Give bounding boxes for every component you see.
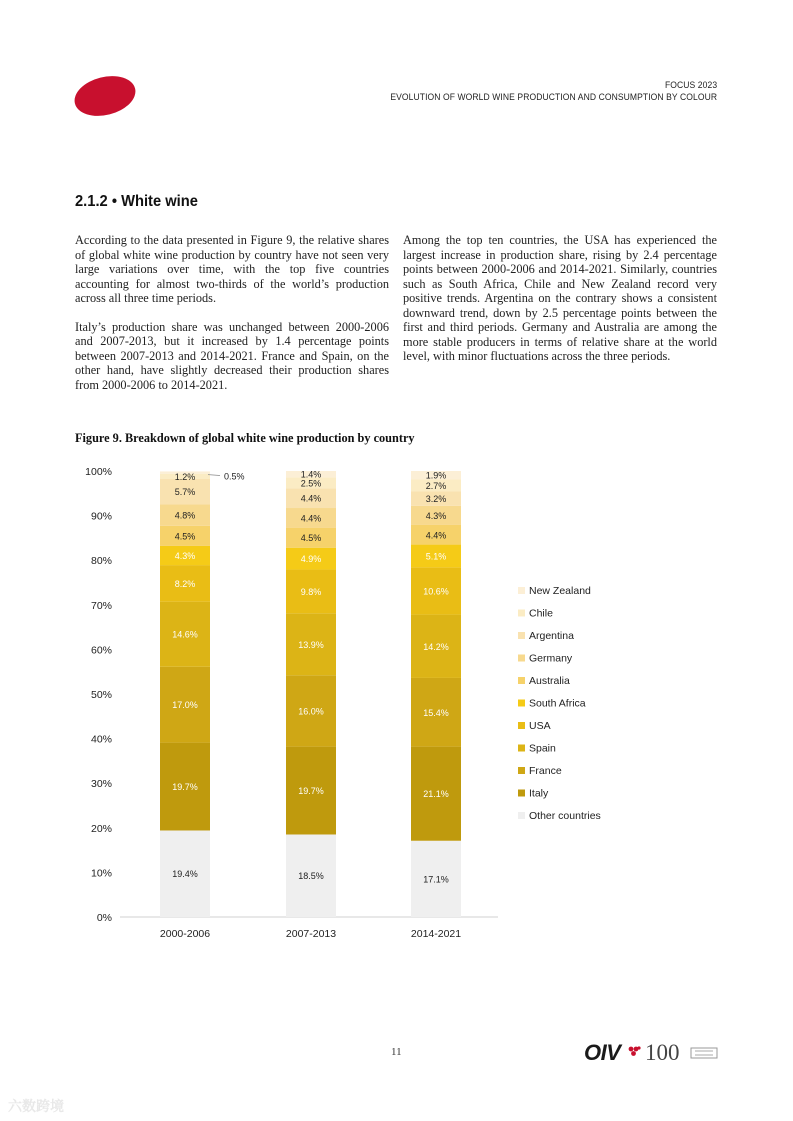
body-right-column (403, 233, 717, 378)
legend-swatch (518, 745, 525, 752)
y-tick-label: 0% (96, 912, 112, 924)
data-label: 2.7% (425, 480, 447, 491)
y-tick-label: 60% (90, 644, 112, 657)
data-label: 0.5% (224, 471, 245, 482)
legend-label: Argentina (529, 630, 574, 642)
legend-swatch (518, 610, 525, 617)
paragraph: Italy’s production share was unchanged between 2000-2006 and 2007-2013, but it increased by 1.4 percentage points between 2007-2013 and 2014-2021. France and Spain, on the other hand, have slightly decreased their production shares from 2000-2006 to 2014-2021. (75, 319, 389, 392)
data-label: 14.2% (423, 641, 449, 652)
y-tick-label: 40% (90, 733, 112, 746)
legend-swatch (518, 655, 525, 662)
data-label: 5.1% (425, 551, 447, 562)
legend-swatch (518, 587, 525, 594)
data-label: 9.8% (300, 586, 322, 597)
y-tick-label: 80% (90, 555, 112, 568)
data-label: 1.9% (425, 470, 447, 481)
y-tick-label: 20% (90, 822, 112, 835)
oiv-100-mark: 100 (645, 1040, 680, 1065)
data-label: 4.3% (425, 510, 447, 521)
y-tick-label: 100% (85, 466, 112, 478)
legend-swatch (518, 632, 525, 639)
data-label: 4.5% (174, 531, 196, 542)
y-tick-label: 90% (90, 510, 112, 523)
legend-label: Other countries (529, 810, 601, 822)
paragraph: Among the top ten countries, the USA has experienced the largest increase in production share, rising by 2.4 percentage points between 2000-2006 and 2014-2021. Similarly, countries such as South Africa, Chile and New Zealand record very positive trends. Argentina on the contrary shows a consistent downward trend, down by 2.5 percentage points between the first and third periods. Germany and Australia are among the more stable producers in terms of relative share at the world level, with minor fluctuations across the three periods. (403, 233, 717, 363)
data-label: 14.6% (172, 629, 198, 640)
data-label: 4.4% (300, 493, 322, 504)
legend-swatch (518, 722, 525, 729)
data-label: 4.9% (300, 554, 322, 565)
data-label: 19.7% (172, 782, 198, 793)
header-focus: FOCUS 2023 (664, 80, 717, 91)
y-tick-label: 10% (90, 867, 112, 880)
legend-label: France (529, 765, 562, 777)
legend-label: Italy (529, 787, 549, 800)
data-label: 21.1% (423, 789, 449, 800)
legend-label: Australia (529, 675, 570, 687)
header-subtitle: EVOLUTION OF WORLD WINE PRODUCTION AND CONSUMPTION BY COLOUR (390, 92, 717, 103)
data-label: 16.0% (298, 706, 324, 717)
legend-label: New Zealand (529, 585, 591, 597)
section-title: 2.1.2 • White wine (75, 193, 198, 210)
data-label: 4.5% (300, 533, 322, 544)
y-tick-label: 70% (90, 599, 112, 612)
y-tick-label: 50% (90, 689, 112, 701)
legend-label: Germany (529, 652, 573, 665)
legend-swatch (518, 700, 525, 707)
data-label: 19.4% (172, 869, 198, 880)
data-label: 13.9% (298, 639, 324, 650)
legend-label: South Africa (529, 697, 586, 710)
watermark: 六数跨境 (8, 1099, 64, 1115)
x-tick-label: 2000-2006 (159, 928, 211, 940)
data-label: 4.4% (425, 530, 447, 541)
figure-caption: Figure 9. Breakdown of global white wine production by country (75, 431, 415, 445)
legend-swatch (518, 677, 525, 684)
data-label: 5.7% (174, 487, 196, 498)
body-left-column (75, 233, 389, 406)
legend-swatch (518, 790, 525, 797)
legend-swatch (518, 812, 525, 819)
data-label: 4.4% (300, 513, 322, 524)
page-number: 11 (391, 1046, 402, 1058)
anniversary-emblem-icon (690, 1046, 718, 1060)
brand-logo-blob (70, 70, 139, 122)
data-label: 1.2% (174, 471, 196, 482)
data-label: 10.6% (423, 586, 449, 597)
data-label: 17.1% (423, 874, 449, 885)
data-label: 19.7% (298, 786, 324, 797)
legend-swatch (518, 767, 525, 774)
oiv-logo-text: OIV (584, 1040, 621, 1065)
data-label: 18.5% (298, 871, 324, 882)
data-label: 8.2% (174, 578, 196, 589)
paragraph: According to the data presented in Figure 9, the relative shares of global white wine production by country have not seen very large variations over time, with the top five countries accounting for almost two-thirds of the world’s production across all three time periods. (75, 233, 389, 305)
data-label: 2.5% (300, 478, 322, 489)
stacked-bar-chart (60, 455, 700, 955)
data-label: 4.8% (174, 510, 196, 521)
x-tick-label: 2007-2013 (285, 928, 337, 940)
data-label: 3.2% (425, 494, 447, 505)
data-label: 17.0% (172, 700, 198, 711)
data-label: 15.4% (423, 707, 449, 718)
grape-icon (628, 1046, 642, 1058)
data-label: 1.4% (300, 469, 322, 480)
y-tick-label: 30% (90, 778, 112, 791)
x-tick-label: 2014-2021 (410, 928, 462, 940)
legend-label: USA (529, 720, 551, 732)
legend-label: Spain (529, 742, 556, 755)
legend-label: Chile (529, 607, 553, 620)
page-header (390, 80, 717, 104)
data-label: 4.3% (174, 551, 196, 562)
